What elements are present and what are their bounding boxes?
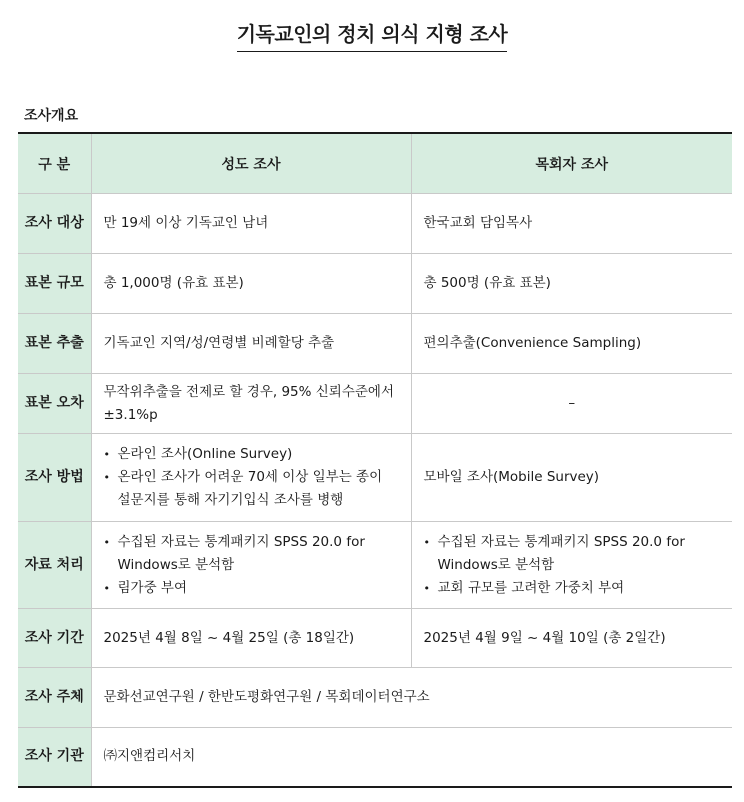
row-label-error: 표본 오차 <box>18 374 91 434</box>
header-pastor: 목회자 조사 <box>411 133 732 194</box>
survey-overview-table <box>18 132 732 788</box>
page-title-wrap <box>0 18 744 52</box>
cell-method-pastor: 모바일 조사(Mobile Survey) <box>411 434 732 522</box>
cell-agency: ㈜지앤컴리서치 <box>91 728 732 787</box>
table-row <box>18 374 732 434</box>
row-label-agency: 조사 기관 <box>18 728 91 787</box>
list-item: • 교회 규모를 고려한 가중치 부여 <box>424 577 721 600</box>
list-item: • 온라인 조사가 어려운 70세 이상 일부는 종이 설문지를 통해 자기기입식 조사를 병행 <box>104 466 399 512</box>
cell-period-pastor: 2025년 4월 9일 ~ 4월 10일 (총 2일간) <box>411 609 732 668</box>
row-label-processing: 자료 처리 <box>18 522 91 609</box>
row-label-host: 조사 주체 <box>18 668 91 728</box>
cell-sample-size-pastor: 총 500명 (유효 표본) <box>411 254 732 314</box>
cell-sample-size-congregation: 총 1,000명 (유효 표본) <box>91 254 411 314</box>
cell-method-congregation <box>91 434 411 522</box>
cell-processing-congregation <box>91 522 411 609</box>
table-row <box>18 314 732 374</box>
cell-error-congregation: 무작위추출을 전제로 할 경우, 95% 신뢰수준에서 ±3.1%p <box>91 374 411 434</box>
table-row <box>18 609 732 668</box>
header-category: 구 분 <box>18 133 91 194</box>
table-row <box>18 668 732 728</box>
row-label-period: 조사 기간 <box>18 609 91 668</box>
cell-sampling-congregation: 기독교인 지역/성/연령별 비례할당 추출 <box>91 314 411 374</box>
row-label-target: 조사 대상 <box>18 194 91 254</box>
cell-target-pastor: 한국교회 담임목사 <box>411 194 732 254</box>
table-row <box>18 522 732 609</box>
page-title: 기독교인의 정치 의식 지형 조사 <box>237 18 508 52</box>
list-item: • 수집된 자료는 통계패키지 SPSS 20.0 for Windows로 분석함 <box>104 531 399 577</box>
list-item: • 수집된 자료는 통계패키지 SPSS 20.0 for Windows로 분석함 <box>424 531 721 577</box>
header-congregation: 성도 조사 <box>91 133 411 194</box>
cell-error-pastor: – <box>411 374 732 434</box>
list-item: • 온라인 조사(Online Survey) <box>104 443 399 466</box>
table-row <box>18 254 732 314</box>
table-row <box>18 194 732 254</box>
table-header-row <box>18 133 732 194</box>
cell-host: 문화선교연구원 / 한반도평화연구원 / 목회데이터연구소 <box>91 668 732 728</box>
row-label-sampling: 표본 추출 <box>18 314 91 374</box>
table-row <box>18 728 732 787</box>
cell-target-congregation: 만 19세 이상 기독교인 남녀 <box>91 194 411 254</box>
row-label-method: 조사 방법 <box>18 434 91 522</box>
cell-processing-pastor <box>411 522 732 609</box>
list-item: • 림가중 부여 <box>104 577 399 600</box>
cell-period-congregation: 2025년 4월 8일 ~ 4월 25일 (총 18일간) <box>91 609 411 668</box>
cell-sampling-pastor: 편의추출(Convenience Sampling) <box>411 314 732 374</box>
table-row <box>18 434 732 522</box>
row-label-sample-size: 표본 규모 <box>18 254 91 314</box>
section-title: 조사개요 <box>24 108 79 124</box>
